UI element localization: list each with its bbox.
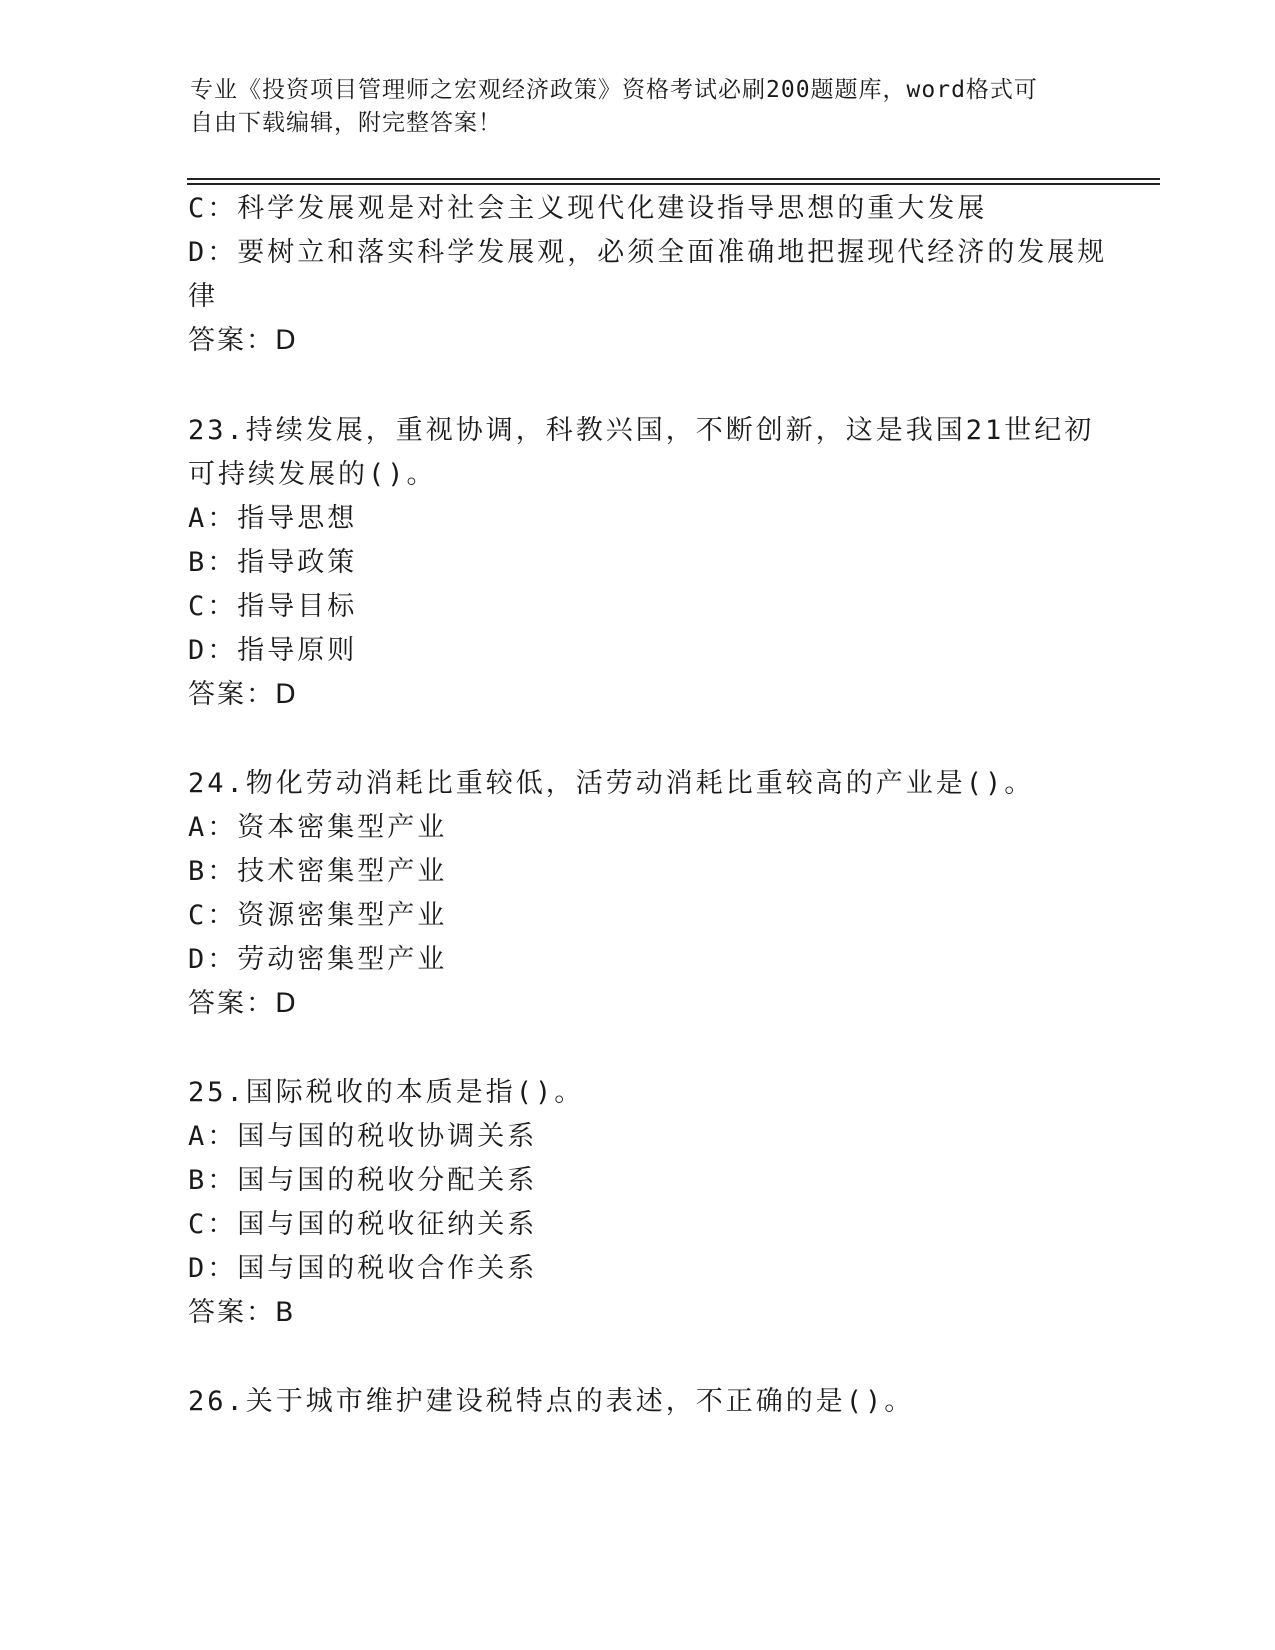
q22-option-c: C：科学发展观是对社会主义现代化建设指导思想的重大发展 xyxy=(188,193,988,224)
q25-answer: 答案：B xyxy=(188,1297,296,1328)
q23-option-a: A：指导思想 xyxy=(188,503,358,534)
q22-option-d: D：要树立和落实科学发展观，必须全面准确地把握现代经济的发展规 xyxy=(188,237,1108,268)
header-line-1: 专业《投资项目管理师之宏观经济政策》资格考试必刷200题题库，word格式可 xyxy=(190,77,1038,103)
q23-answer: 答案：D xyxy=(188,679,298,710)
document-header xyxy=(190,74,1090,140)
q23-stem: 23.持续发展，重视协调，科教兴国，不断创新，这是我国21世纪初 xyxy=(188,415,1095,446)
header-divider-bottom xyxy=(187,183,1160,185)
q24-option-d: D：劳动密集型产业 xyxy=(188,944,448,975)
q23-option-c: C：指导目标 xyxy=(188,591,358,622)
q25-stem: 25.国际税收的本质是指()。 xyxy=(188,1077,585,1108)
header-line-2: 自由下载编辑，附完整答案！ xyxy=(190,110,502,136)
q25-option-a: A：国与国的税收协调关系 xyxy=(188,1121,538,1152)
q24-stem: 24.物化劳动消耗比重较低，活劳动消耗比重较高的产业是()。 xyxy=(188,768,1035,799)
q26-stem: 26.关于城市维护建设税特点的表述，不正确的是()。 xyxy=(188,1386,915,1417)
q24-option-c: C：资源密集型产业 xyxy=(188,900,448,931)
q24-option-a: A：资本密集型产业 xyxy=(188,812,448,843)
q22-option-d-continued: 律 xyxy=(188,281,218,312)
q25-option-b: B：国与国的税收分配关系 xyxy=(188,1165,538,1196)
q23-option-d: D：指导原则 xyxy=(188,635,358,666)
header-divider-top xyxy=(187,178,1160,180)
q23-option-b: B：指导政策 xyxy=(188,547,358,578)
q24-answer: 答案：D xyxy=(188,988,298,1019)
q22-answer: 答案：D xyxy=(188,325,298,356)
q23-stem-continued: 可持续发展的()。 xyxy=(188,459,437,490)
q25-option-d: D：国与国的税收合作关系 xyxy=(188,1253,538,1284)
q24-option-b: B：技术密集型产业 xyxy=(188,856,448,887)
q25-option-c: C：国与国的税收征纳关系 xyxy=(188,1209,538,1240)
